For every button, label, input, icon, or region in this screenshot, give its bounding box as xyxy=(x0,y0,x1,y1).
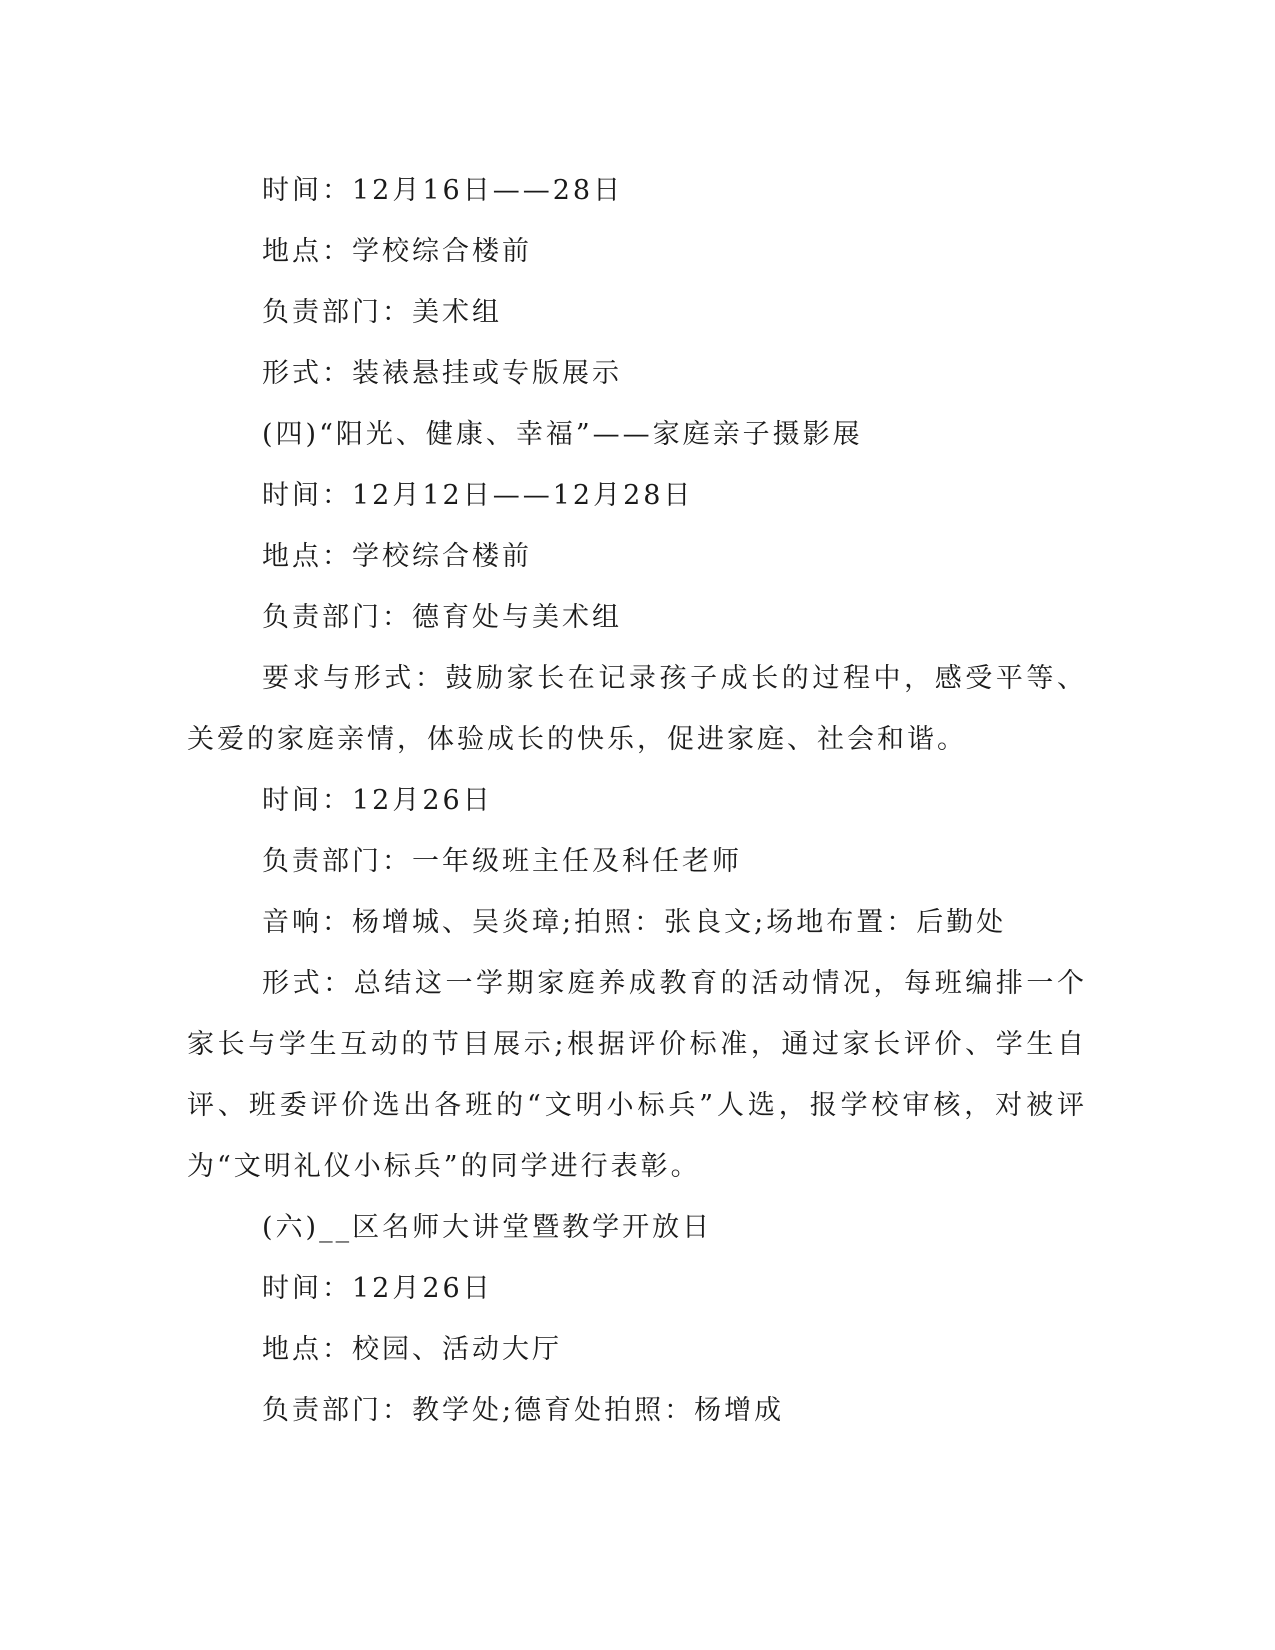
paragraph-format-2: 形式：总结这一学期家庭养成教育的活动情况，每班编排一个家长与学生互动的节目展示;根据评价标准，通过家长评价、学生自评、班委评价选出各班的“文明小标兵”人选，报学校审核，对被评为“文明礼仪小标兵”的同学进行表彰。 xyxy=(187,968,1087,1182)
paragraph-time-3: 时间：12月26日 xyxy=(262,785,493,816)
paragraph-time-1: 时间：12月16日——28日 xyxy=(262,175,624,206)
paragraph-staff: 音响：杨增城、吴炎璋;拍照：张良文;场地布置：后勤处 xyxy=(262,907,1007,938)
paragraph-department-3: 负责部门：一年级班主任及科任老师 xyxy=(262,846,742,877)
paragraph-department-4: 负责部门：教学处;德育处拍照：杨增成 xyxy=(262,1395,785,1426)
document-body xyxy=(187,160,1087,1441)
paragraph-location-2: 地点：学校综合楼前 xyxy=(262,541,532,572)
paragraph-format-1: 形式：装裱悬挂或专版展示 xyxy=(262,358,622,389)
paragraph-requirements: 要求与形式：鼓励家长在记录孩子成长的过程中，感受平等、关爱的家庭亲情，体验成长的快乐，促进家庭、社会和谐。 xyxy=(187,663,1087,755)
paragraph-location-1: 地点：学校综合楼前 xyxy=(262,236,532,267)
paragraph-department-2: 负责部门：德育处与美术组 xyxy=(262,602,622,633)
paragraph-location-3: 地点：校园、活动大厅 xyxy=(262,1334,562,1365)
section-heading-4: (四)“阳光、健康、幸福”——家庭亲子摄影展 xyxy=(262,419,863,450)
paragraph-time-2: 时间：12月12日——12月28日 xyxy=(262,480,694,511)
paragraph-time-4: 时间：12月26日 xyxy=(262,1273,493,1304)
paragraph-department-1: 负责部门：美术组 xyxy=(262,297,502,328)
section-heading-6: (六)__区名师大讲堂暨教学开放日 xyxy=(262,1212,713,1243)
